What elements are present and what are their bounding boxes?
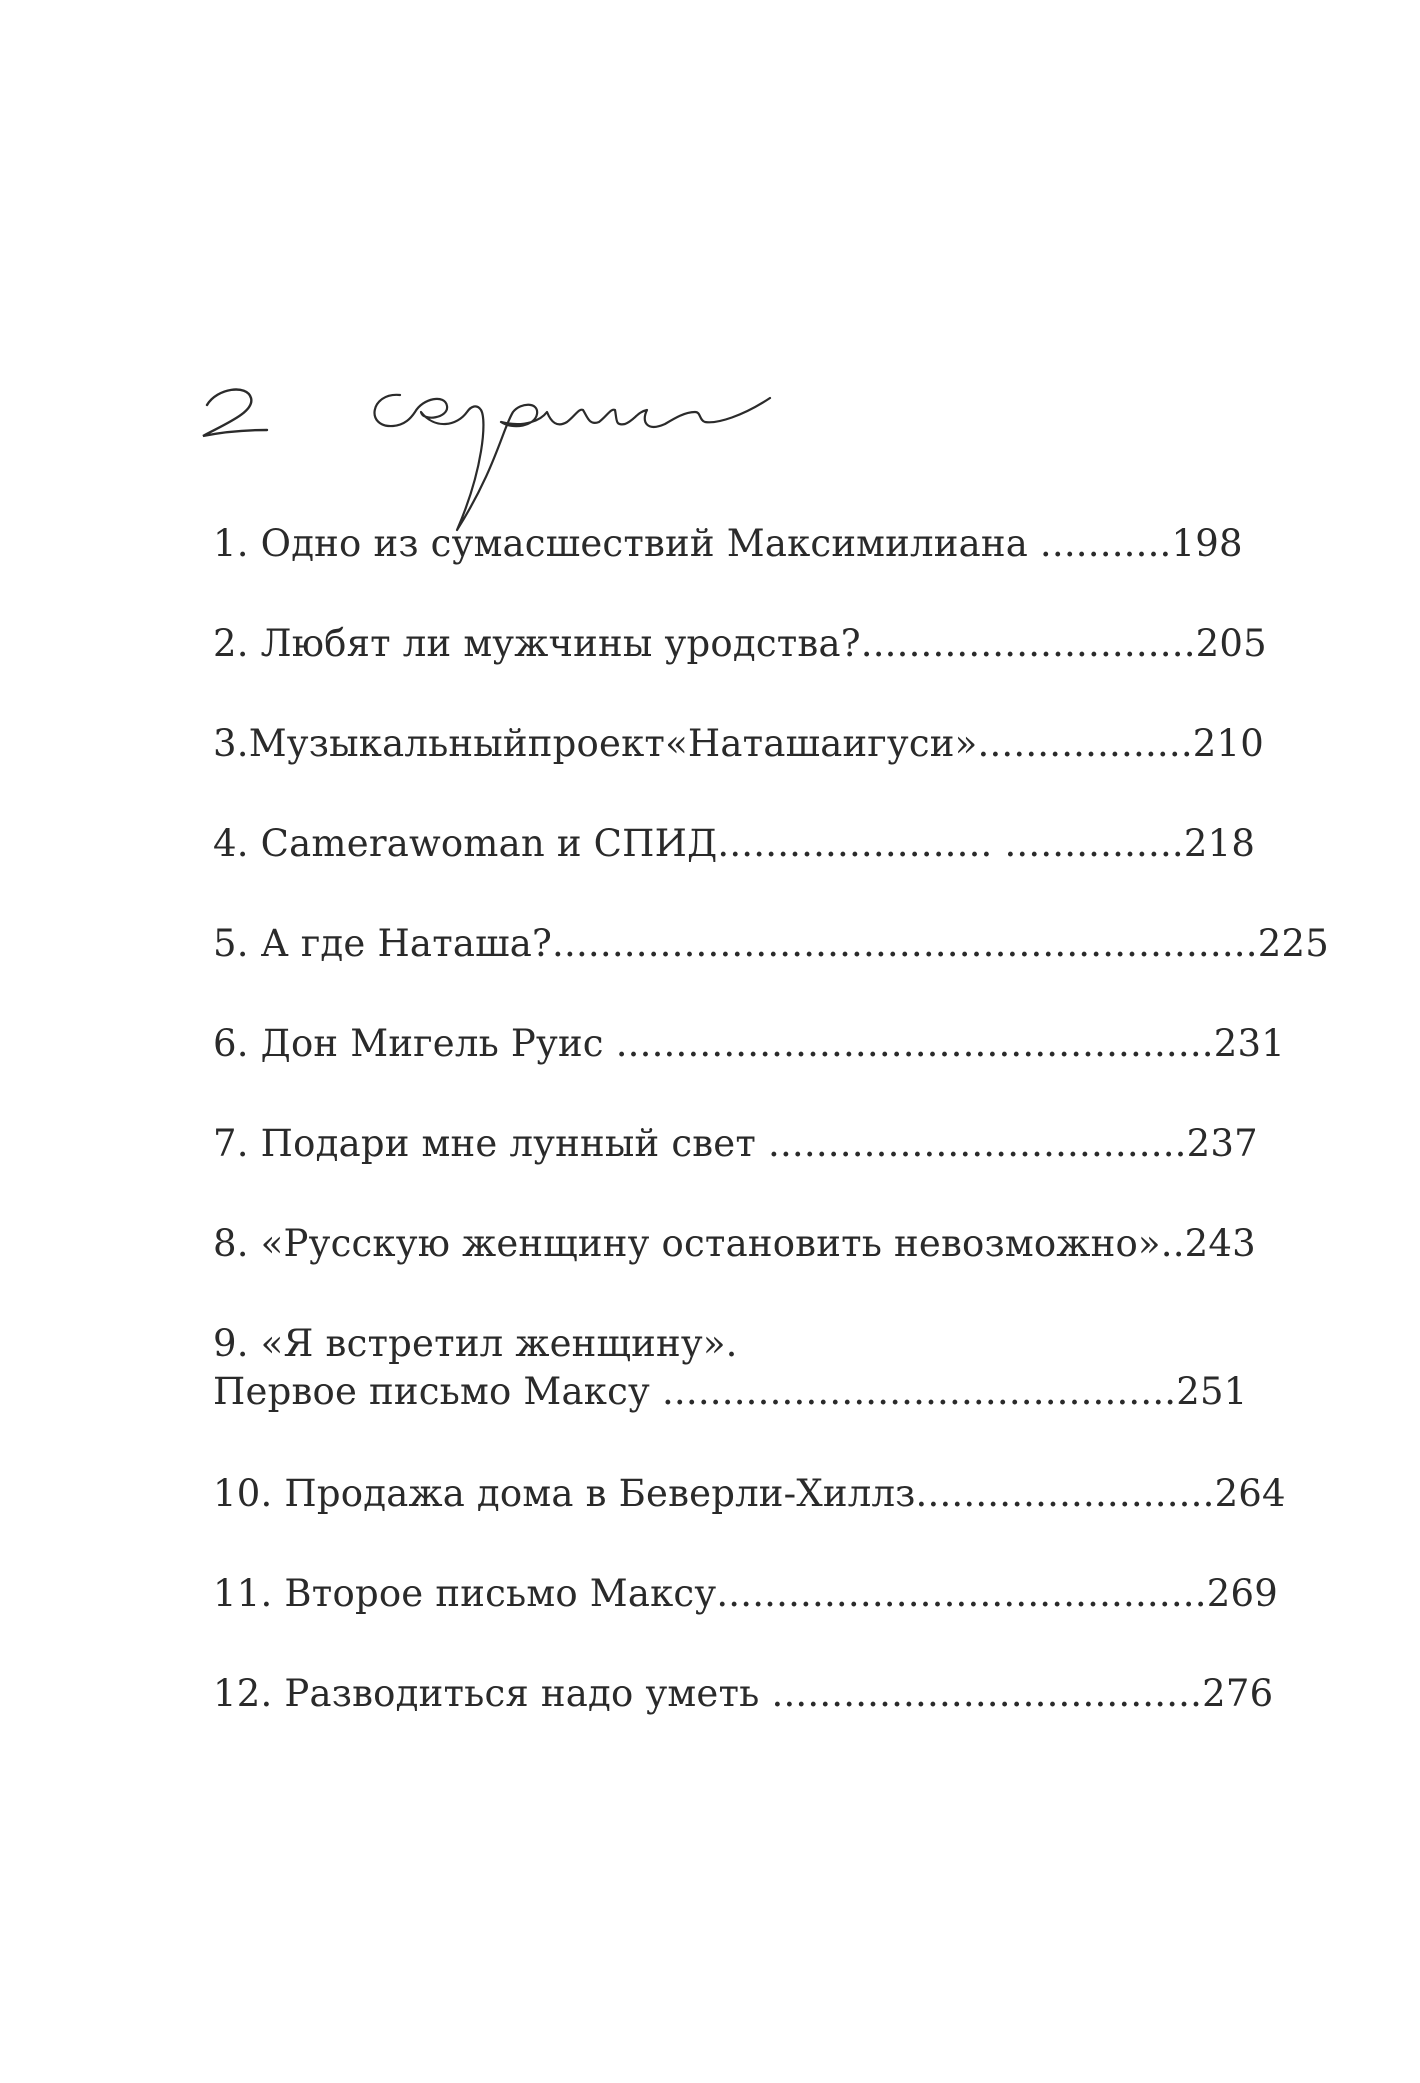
- toc-entry-text: 11. Второе письмо Максу.........................................269: [213, 1572, 1278, 1615]
- toc-entry: [213, 920, 1329, 968]
- toc-entry: [213, 720, 1265, 768]
- toc-entry-text-continued: Первое письмо Максу ...........................................251: [213, 1370, 1248, 1413]
- toc-entry-text: 9. «Я встретил женщину».: [213, 1322, 738, 1365]
- toc-entry-text: 2. Любят ли мужчины уродства?............................205: [213, 622, 1267, 665]
- toc-entry-text: 7. Подари мне лунный свет ...................................237: [213, 1122, 1258, 1165]
- toc-entry-text: 4. Camerawoman и СПИД....................... ...............218: [213, 822, 1256, 865]
- toc-entry-text: 1. Одно из сумасшествий Максимилиана ...........198: [213, 522, 1243, 565]
- toc-entry: [213, 1570, 1278, 1618]
- toc-entry: [213, 1020, 1285, 1068]
- toc-entry: [213, 1120, 1258, 1168]
- toc-entry: [213, 1220, 1256, 1268]
- toc-entry: [213, 620, 1267, 668]
- toc-entry-text: 6. Дон Мигель Руис ..................................................231: [213, 1022, 1285, 1065]
- toc-entry: [213, 1670, 1274, 1718]
- toc-entry-text: 10. Продажа дома в Беверли-Хиллз.........................264: [213, 1472, 1286, 1515]
- toc-entry-text: 12. Разводиться надо уметь ....................................276: [213, 1672, 1274, 1715]
- toc-entry: [213, 1470, 1286, 1518]
- toc-entry-text: 3.Музыкальныйпроект«Наташаигуси»..................210: [213, 722, 1265, 765]
- toc-entry-text: 5. А где Наташа?...........................................................225: [213, 922, 1329, 965]
- toc-entry: [213, 820, 1256, 868]
- toc-entry: [213, 1320, 1248, 1416]
- toc-entry: [213, 520, 1243, 568]
- toc-entry-text: 8. «Русскую женщину остановить невозможно»..243: [213, 1222, 1256, 1265]
